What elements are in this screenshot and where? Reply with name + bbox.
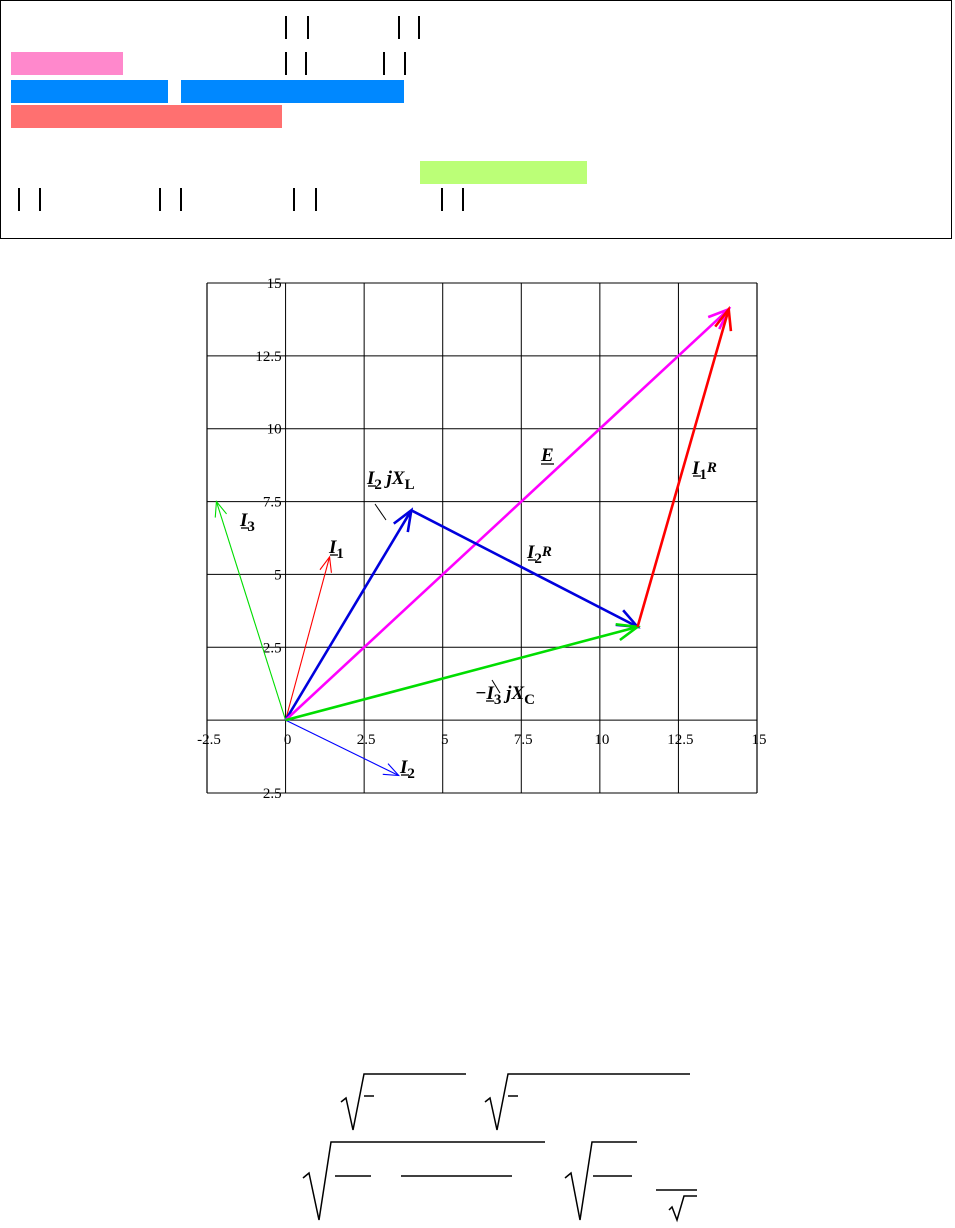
abs-bar	[18, 188, 20, 211]
abs-bar	[404, 52, 406, 75]
y-tick-label: 10	[266, 421, 282, 438]
abs-bar	[398, 16, 400, 39]
vector-i2	[283, 720, 399, 775]
vector-label-i3jxc	[475, 680, 535, 708]
vector-label-i3	[239, 510, 255, 535]
highlight-blue-2[interactable]	[181, 80, 404, 103]
svg-text:E: E	[541, 445, 554, 466]
abs-bar	[462, 188, 464, 211]
sqrt-sign	[485, 1074, 690, 1130]
highlight-blue-1[interactable]	[11, 80, 168, 103]
abs-bar	[307, 16, 309, 39]
x-tick-label: 7.5	[513, 732, 533, 749]
abs-bar	[441, 188, 443, 211]
abs-bar	[293, 188, 295, 211]
worksheet-region	[0, 0, 952, 239]
vector-i2r	[411, 510, 637, 627]
abs-bar	[39, 188, 41, 211]
x-tick-label: 5	[440, 732, 449, 749]
phasor-diagram-svg	[180, 268, 780, 808]
svg-text:I2R: $I_2^R$	[527, 542, 552, 567]
highlight-red[interactable]	[11, 105, 282, 128]
highlight-pink[interactable]	[11, 52, 123, 75]
formula-region	[0, 1060, 955, 1223]
sqrt-sign	[565, 1142, 637, 1220]
sqrt-sign	[303, 1142, 545, 1220]
vector-label-i1	[328, 537, 344, 562]
abs-bar	[315, 188, 317, 211]
abs-bar	[418, 16, 420, 39]
abs-bar	[305, 52, 307, 75]
y-tick-label: 5	[274, 567, 282, 584]
vector-i2jxl	[286, 510, 412, 720]
vector-e	[286, 309, 729, 720]
formula-radicals	[0, 1060, 955, 1223]
fraction-with-sqrt	[656, 1190, 697, 1220]
abs-bar	[180, 188, 182, 211]
x-tick-label: -2.5	[197, 732, 221, 749]
vector-label-i1r	[691, 458, 717, 483]
svg-text:I2: $I_2$	[400, 757, 415, 782]
svg-text:−I3 jXC: $-I_3$ $jX_C$	[475, 683, 535, 708]
svg-text:I1: $I_1$	[329, 537, 344, 562]
sqrt-sign	[341, 1074, 466, 1130]
x-tick-label: 12.5	[667, 732, 694, 749]
phasor-diagram	[180, 268, 780, 808]
svg-text:I2 jXL: $I_2$ $jX_L$	[367, 468, 415, 493]
abs-bar	[159, 188, 161, 211]
svg-text:I1R: $I_1^R$	[692, 458, 717, 483]
y-tick-label: 15	[266, 276, 282, 292]
y-tick-label: 7.5	[262, 494, 282, 511]
vector-label-i2	[399, 757, 415, 782]
vector-i3jxc	[286, 627, 638, 720]
vector-label-i2r	[526, 542, 552, 567]
vector-label-e	[540, 445, 554, 466]
abs-bar	[285, 16, 287, 39]
y-tick-label: 12.5	[255, 348, 282, 365]
x-tick-label: 10	[594, 732, 610, 749]
arrowhead-i2jxl	[394, 510, 412, 532]
vector-i1	[286, 557, 330, 720]
abs-bar	[383, 52, 385, 75]
x-tick-label: 0	[283, 732, 292, 749]
x-tick-label: 15	[751, 732, 767, 749]
abs-bar	[285, 52, 287, 75]
x-tick-label: 2.5	[356, 732, 376, 749]
highlight-green[interactable]	[420, 161, 587, 184]
y-tick-label: 2.5	[262, 640, 282, 657]
svg-text:I3: $I_3$	[240, 510, 255, 535]
y-tick-label: 2.5	[262, 786, 282, 802]
